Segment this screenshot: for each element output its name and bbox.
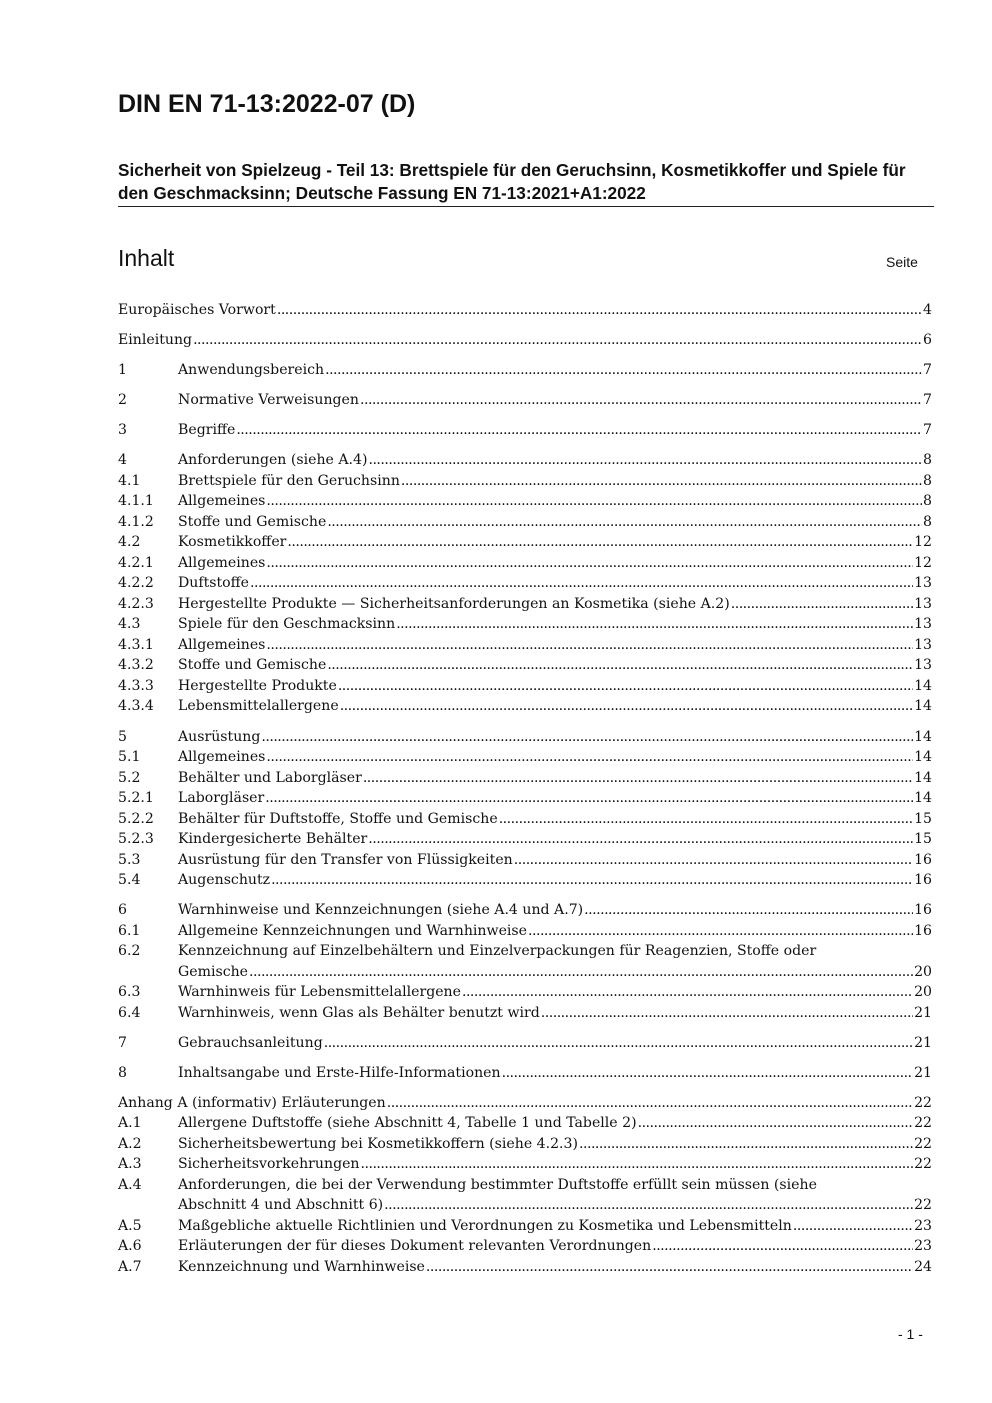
toc-dot-leader bbox=[361, 1154, 914, 1175]
toc-entry-number: 4 bbox=[118, 452, 127, 469]
toc-dot-leader bbox=[426, 1257, 913, 1278]
page-number: - 1 - bbox=[898, 1326, 923, 1342]
toc-entry-page: 22 bbox=[914, 1197, 932, 1214]
toc-dot-leader bbox=[236, 420, 922, 441]
toc-entry-title: Inhaltsangabe und Erste-Hilfe-Informationen bbox=[178, 1064, 501, 1081]
toc-dot-leader bbox=[793, 1216, 913, 1237]
toc-entry-number: 5.2 bbox=[118, 769, 141, 786]
toc-entry-page: 24 bbox=[914, 1258, 932, 1275]
toc-entry[interactable] bbox=[118, 553, 932, 574]
toc-entry-page: 8 bbox=[923, 472, 932, 489]
toc-entry-body bbox=[178, 594, 932, 615]
toc-dot-leader bbox=[579, 1134, 913, 1155]
toc-entry-body bbox=[178, 655, 932, 676]
toc-entry-page: 20 bbox=[914, 984, 932, 1001]
toc-dot-leader bbox=[363, 768, 913, 789]
toc-entry-page: 14 bbox=[914, 677, 932, 694]
toc-entry-title: Laborgläser bbox=[178, 790, 265, 807]
toc-dot-leader bbox=[266, 553, 913, 574]
toc-dot-leader bbox=[340, 696, 913, 717]
toc-entry-title: Kennzeichnung und Warnhinweise bbox=[178, 1258, 425, 1275]
toc-entry-body bbox=[178, 1063, 932, 1084]
toc-entry[interactable] bbox=[118, 512, 932, 533]
toc-entry-page: 21 bbox=[914, 1004, 932, 1021]
toc-entry-body bbox=[178, 850, 932, 871]
toc-entry-number: 4.1.1 bbox=[118, 493, 154, 510]
toc-entry-title: Warnhinweis für Lebensmittelallergene bbox=[178, 984, 461, 1001]
toc-entry-title: Behälter und Laborgläser bbox=[178, 769, 362, 786]
toc-entry-page: 7 bbox=[923, 362, 932, 379]
toc-entry[interactable] bbox=[118, 676, 932, 697]
toc-entry-body bbox=[118, 300, 932, 321]
toc-entry-number: 4.3.4 bbox=[118, 698, 154, 715]
toc-entry[interactable] bbox=[118, 594, 932, 615]
toc-dot-leader bbox=[266, 491, 922, 512]
toc-entry-title: Hergestellte Produkte — Sicherheitsanforderungen an Kosmetika (siehe A.2) bbox=[178, 595, 730, 612]
toc-entry-number: 5.2.1 bbox=[118, 790, 154, 807]
toc-entry[interactable] bbox=[118, 788, 932, 809]
toc-dot-leader bbox=[368, 450, 922, 471]
toc-entry-title: Hergestellte Produkte bbox=[178, 677, 337, 694]
toc-entry-title: Allergene Duftstoffe (siehe Abschnitt 4, Tabelle 1 und Tabelle 2) bbox=[178, 1115, 637, 1132]
toc-entry-body bbox=[178, 532, 932, 553]
toc-entry-title: Stoffe und Gemische bbox=[178, 513, 327, 530]
toc-entry-page: 12 bbox=[914, 534, 932, 551]
toc-dot-leader bbox=[731, 594, 913, 615]
toc-entry[interactable] bbox=[118, 300, 932, 321]
toc-entry-title: Abschnitt 4 und Abschnitt 6) bbox=[178, 1197, 384, 1214]
toc-entry[interactable] bbox=[118, 870, 932, 891]
toc-entry-body bbox=[178, 788, 932, 809]
toc-entry[interactable] bbox=[118, 573, 932, 594]
toc-entry-number: A.3 bbox=[118, 1156, 142, 1173]
toc-entry[interactable] bbox=[118, 1063, 932, 1084]
toc-entry-title: Allgemeines bbox=[178, 749, 266, 766]
toc-entry-body bbox=[178, 573, 932, 594]
toc-entry-number: 5.3 bbox=[118, 851, 141, 868]
toc-entry-title: Anhang A (informativ) Erläuterungen bbox=[118, 1094, 386, 1111]
toc-dot-leader bbox=[327, 512, 922, 533]
toc-entry[interactable] bbox=[118, 747, 932, 768]
toc-entry-title: Warnhinweis, wenn Glas als Behälter benutzt wird bbox=[178, 1004, 540, 1021]
toc-entry-title: Allgemeine Kennzeichnungen und Warnhinweise bbox=[178, 922, 527, 939]
toc-entry-page: 22 bbox=[914, 1115, 932, 1132]
toc-entry[interactable] bbox=[118, 1236, 932, 1257]
toc-entry-page: 12 bbox=[914, 554, 932, 571]
toc-entry-title: Maßgebliche aktuelle Richtlinien und Verordnungen zu Kosmetika und Lebensmitteln bbox=[178, 1217, 792, 1234]
toc-entry[interactable] bbox=[118, 1003, 932, 1024]
toc-dot-leader bbox=[401, 471, 922, 492]
toc-entry-page: 8 bbox=[923, 493, 932, 510]
toc-dot-leader bbox=[502, 1063, 913, 1084]
toc-entry[interactable] bbox=[118, 420, 932, 441]
toc-entry-title-line1: Kennzeichnung auf Einzelbehältern und Einzelverpackungen für Reagenzien, Stoffe oder bbox=[178, 943, 817, 960]
toc-entry-title: Sicherheitsbewertung bei Kosmetikkoffern (siehe 4.2.3) bbox=[178, 1135, 578, 1152]
toc-entry-number: 4.2.1 bbox=[118, 554, 154, 571]
toc-entry-number: 4.2 bbox=[118, 534, 141, 551]
toc-entry[interactable] bbox=[118, 1216, 932, 1237]
toc-entry-number: 4.1.2 bbox=[118, 513, 154, 530]
toc-entry-page: 14 bbox=[914, 769, 932, 786]
toc-entry-title: Kosmetikkoffer bbox=[178, 534, 287, 551]
toc-entry-body bbox=[178, 450, 932, 471]
toc-entry-title: Begriffe bbox=[178, 422, 236, 439]
toc-entry-body bbox=[178, 1134, 932, 1155]
document-id: DIN EN 71-13:2022-07 (D) bbox=[118, 90, 416, 118]
toc-entry-title: Gemische bbox=[178, 963, 249, 980]
toc-entry-body bbox=[178, 512, 932, 533]
toc-dot-leader bbox=[360, 390, 922, 411]
toc-entry-body bbox=[178, 553, 932, 574]
toc-entry-body bbox=[118, 330, 932, 351]
toc-entry-title: Kindergesicherte Behälter bbox=[178, 831, 368, 848]
toc-dot-leader bbox=[462, 982, 913, 1003]
toc-entry-title: Einleitung bbox=[118, 332, 193, 349]
toc-entry[interactable] bbox=[118, 1033, 932, 1054]
toc-entry-page: 14 bbox=[914, 790, 932, 807]
toc-entry[interactable] bbox=[118, 921, 932, 942]
toc-dot-leader bbox=[325, 360, 922, 381]
toc-dot-leader bbox=[638, 1113, 913, 1134]
toc-entry-title: Europäisches Vorwort bbox=[118, 302, 276, 318]
toc-dot-leader bbox=[652, 1236, 913, 1257]
toc-entry-page: 6 bbox=[923, 332, 932, 349]
toc-entry-title-line1: Anforderungen, die bei der Verwendung bestimmter Duftstoffe erfüllt sein müssen (siehe bbox=[178, 1176, 817, 1193]
toc-entry-body bbox=[178, 1113, 932, 1134]
toc-entry-body bbox=[178, 696, 932, 717]
toc-entry-page: 15 bbox=[914, 831, 932, 848]
toc-dot-leader bbox=[528, 921, 913, 942]
toc-entry-title: Allgemeines bbox=[178, 493, 266, 510]
toc-entry-body bbox=[178, 1154, 932, 1175]
toc-entry-number: 4.3.2 bbox=[118, 657, 154, 674]
toc-entry-page: 4 bbox=[923, 302, 932, 318]
toc-entry[interactable] bbox=[118, 696, 932, 717]
toc-entry-number: 5.2.3 bbox=[118, 831, 154, 848]
toc-entry-page: 13 bbox=[914, 657, 932, 674]
toc-entry[interactable] bbox=[118, 450, 932, 471]
toc-entry-number: A.4 bbox=[118, 1176, 142, 1193]
toc-entry-body bbox=[178, 1033, 932, 1054]
toc-dot-leader bbox=[287, 532, 913, 553]
toc-entry-title: Duftstoffe bbox=[178, 575, 249, 592]
toc-entry-body bbox=[178, 829, 932, 850]
toc-entry-page: 22 bbox=[914, 1135, 932, 1152]
toc-entry-title: Warnhinweise und Kennzeichnungen (siehe A.4 und A.7) bbox=[178, 902, 584, 919]
toc-entry-number: 4.3.3 bbox=[118, 677, 154, 694]
toc-entry-body bbox=[178, 982, 932, 1003]
toc-entry-number: A.2 bbox=[118, 1135, 142, 1152]
toc-entry-title: Allgemeines bbox=[178, 636, 266, 653]
toc-entry-body bbox=[178, 471, 932, 492]
toc-entry-body bbox=[178, 360, 932, 381]
toc-entry[interactable] bbox=[118, 900, 932, 921]
toc-entry[interactable] bbox=[118, 982, 932, 1003]
toc-entry-number: 2 bbox=[118, 392, 127, 409]
toc-dot-leader bbox=[584, 900, 913, 921]
toc-entry-title: Augenschutz bbox=[178, 872, 271, 889]
toc-entry-title: Ausrüstung bbox=[178, 728, 261, 745]
toc-entry[interactable] bbox=[118, 614, 932, 635]
toc-entry-body bbox=[178, 900, 932, 921]
toc-entry-body bbox=[178, 1216, 932, 1237]
toc-entry-number: 8 bbox=[118, 1064, 127, 1081]
toc-entry-body bbox=[178, 491, 932, 512]
toc-entry-body bbox=[178, 1003, 932, 1024]
toc-entry-page: 22 bbox=[914, 1094, 932, 1111]
toc-entry-page: 23 bbox=[914, 1217, 932, 1234]
toc-entry-body bbox=[178, 1236, 932, 1257]
toc-entry-number: 6.4 bbox=[118, 1004, 141, 1021]
toc-entry[interactable] bbox=[118, 1134, 932, 1155]
toc-entry-number: 6.1 bbox=[118, 922, 141, 939]
toc-entry[interactable] bbox=[118, 471, 932, 492]
toc-dot-leader bbox=[338, 676, 913, 697]
toc-entry[interactable] bbox=[118, 532, 932, 553]
toc-entry[interactable] bbox=[118, 360, 932, 381]
toc-entry[interactable] bbox=[118, 727, 932, 748]
toc-entry-number: 5 bbox=[118, 728, 127, 745]
toc-title: Inhalt bbox=[118, 245, 175, 271]
document-subtitle: Sicherheit von Spielzeug - Teil 13: Brettspiele für den Geruchsinn, Kosmetikkoffer und Spiele für den Geschmacksinn; Deutsche Fassung EN 71-13:2021+A1:2022 bbox=[118, 160, 906, 203]
toc-entry-page: 13 bbox=[914, 575, 932, 592]
toc-dot-leader bbox=[324, 1033, 913, 1054]
toc-entry[interactable] bbox=[118, 390, 932, 411]
toc-entry-page: 21 bbox=[914, 1064, 932, 1081]
toc-entry[interactable] bbox=[118, 1093, 932, 1114]
toc-entry-title: Anforderungen (siehe A.4) bbox=[178, 452, 368, 469]
toc-dot-leader bbox=[261, 727, 913, 748]
toc-entry-body bbox=[178, 809, 932, 830]
toc-dot-leader bbox=[514, 850, 913, 871]
toc-entry-page: 13 bbox=[914, 595, 932, 612]
toc-dot-leader bbox=[266, 747, 913, 768]
toc-dot-leader bbox=[499, 809, 913, 830]
toc-entry-title: Ausrüstung für den Transfer von Flüssigkeiten bbox=[178, 851, 513, 868]
toc-entry[interactable] bbox=[118, 829, 932, 850]
toc-dot-leader bbox=[266, 635, 913, 656]
toc-entry-page: 20 bbox=[914, 963, 932, 980]
toc-entry-number: 6 bbox=[118, 902, 127, 919]
toc-entry[interactable] bbox=[118, 635, 932, 656]
toc-entry-number: 4.1 bbox=[118, 472, 141, 489]
toc-entry-page: 13 bbox=[914, 616, 932, 633]
toc-entry-page: 13 bbox=[914, 636, 932, 653]
toc-entry-number: 3 bbox=[118, 422, 127, 439]
toc-entry-number: A.1 bbox=[118, 1115, 142, 1132]
toc-entry-page: 23 bbox=[914, 1238, 932, 1255]
toc-entry-page: 15 bbox=[914, 810, 932, 827]
toc-entry-number: 5.2.2 bbox=[118, 810, 154, 827]
toc-entry-body bbox=[118, 1093, 932, 1114]
toc-entry-body bbox=[178, 747, 932, 768]
toc-entry-body bbox=[178, 676, 932, 697]
toc-entry-page: 21 bbox=[914, 1034, 932, 1051]
toc-entry-page: 8 bbox=[923, 452, 932, 469]
toc-entry-body bbox=[178, 768, 932, 789]
toc-entry-number: 5.1 bbox=[118, 749, 141, 766]
title-divider bbox=[118, 206, 934, 207]
toc-entry-body bbox=[178, 614, 932, 635]
toc-entry-number: A.5 bbox=[118, 1217, 142, 1234]
toc-entry-number: 4.3.1 bbox=[118, 636, 154, 653]
toc-entry-page: 16 bbox=[914, 851, 932, 868]
toc-entry-body bbox=[178, 727, 932, 748]
toc-entry-title: Behälter für Duftstoffe, Stoffe und Gemische bbox=[178, 810, 498, 827]
toc-dot-leader bbox=[193, 330, 922, 351]
toc-dot-leader bbox=[396, 614, 913, 635]
toc-entry[interactable] bbox=[118, 850, 932, 871]
toc-entry[interactable] bbox=[118, 809, 932, 830]
toc-entry-title: Normative Verweisungen bbox=[178, 392, 359, 409]
toc-entry[interactable] bbox=[118, 1257, 932, 1278]
toc-entry-body bbox=[178, 390, 932, 411]
toc-entry-body bbox=[178, 635, 932, 656]
toc-entry-page: 8 bbox=[923, 513, 932, 530]
toc-entry-title: Gebrauchsanleitung bbox=[178, 1034, 323, 1051]
toc-entry-number: A.7 bbox=[118, 1258, 142, 1275]
toc-entry-number: 4.2.3 bbox=[118, 595, 154, 612]
toc-entry-title: Brettspiele für den Geruchsinn bbox=[178, 472, 400, 489]
toc-entry-page: 7 bbox=[923, 422, 932, 439]
toc-dot-leader bbox=[249, 962, 913, 983]
toc-dot-leader bbox=[271, 870, 913, 891]
toc-dot-leader bbox=[368, 829, 913, 850]
toc-entry[interactable] bbox=[118, 768, 932, 789]
toc-entry-page: 22 bbox=[914, 1156, 932, 1173]
toc-entry-page: 7 bbox=[923, 392, 932, 409]
toc-entry-title: Stoffe und Gemische bbox=[178, 657, 327, 674]
toc-page-header: Seite bbox=[886, 254, 918, 270]
toc-entry[interactable] bbox=[118, 1113, 932, 1134]
toc-entry-page: 14 bbox=[914, 728, 932, 745]
toc-entry-page: 14 bbox=[914, 749, 932, 766]
toc-entry-title: Sicherheitsvorkehrungen bbox=[178, 1156, 360, 1173]
toc-entry-page: 14 bbox=[914, 698, 932, 715]
toc-entry-number: 4.3 bbox=[118, 616, 141, 633]
toc-entry-title: Allgemeines bbox=[178, 554, 266, 571]
toc-entry-title: Spiele für den Geschmacksinn bbox=[178, 616, 396, 633]
toc-entry-body bbox=[178, 1175, 932, 1216]
toc-dot-leader bbox=[250, 573, 913, 594]
toc-dot-leader bbox=[277, 300, 922, 321]
toc-entry[interactable] bbox=[118, 655, 932, 676]
toc-entry-number: 4.2.2 bbox=[118, 575, 154, 592]
table-of-contents bbox=[118, 300, 932, 1277]
toc-entry-title: Erläuterungen der für dieses Dokument relevanten Verordnungen bbox=[178, 1238, 652, 1255]
toc-entry-body bbox=[178, 870, 932, 891]
toc-entry-page: 16 bbox=[914, 922, 932, 939]
toc-entry-page: 16 bbox=[914, 902, 932, 919]
toc-entry-number: A.6 bbox=[118, 1238, 142, 1255]
toc-entry-body bbox=[178, 1257, 932, 1278]
toc-entry-number: 7 bbox=[118, 1034, 127, 1051]
toc-entry-title: Lebensmittelallergene bbox=[178, 698, 339, 715]
toc-dot-leader bbox=[387, 1093, 913, 1114]
toc-entry[interactable] bbox=[118, 1154, 932, 1175]
toc-entry-number: 6.3 bbox=[118, 984, 141, 1001]
toc-dot-leader bbox=[384, 1195, 913, 1216]
toc-entry-body bbox=[178, 921, 932, 942]
toc-entry[interactable] bbox=[118, 1175, 932, 1216]
toc-dot-leader bbox=[541, 1003, 913, 1024]
toc-entry[interactable] bbox=[118, 330, 932, 351]
toc-dot-leader bbox=[327, 655, 913, 676]
toc-entry[interactable] bbox=[118, 491, 932, 512]
toc-entry-body bbox=[178, 941, 932, 982]
toc-entry-number: 1 bbox=[118, 362, 127, 379]
toc-entry-page: 16 bbox=[914, 872, 932, 889]
toc-entry-title: Anwendungsbereich bbox=[178, 362, 325, 379]
toc-entry-number: 6.2 bbox=[118, 943, 141, 960]
toc-dot-leader bbox=[265, 788, 913, 809]
toc-entry-number: 5.4 bbox=[118, 872, 141, 889]
toc-entry[interactable] bbox=[118, 941, 932, 982]
toc-entry-body bbox=[178, 420, 932, 441]
